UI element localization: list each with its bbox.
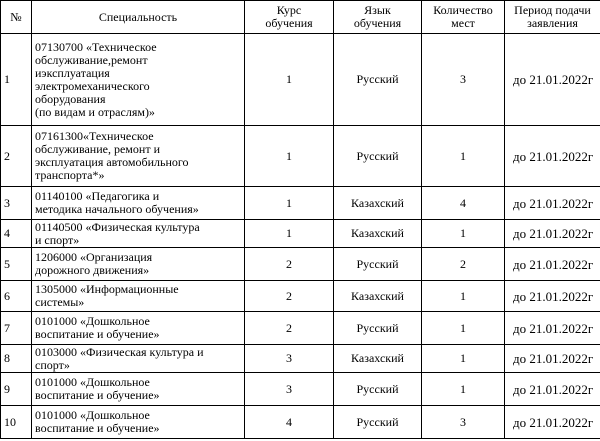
row-language: Русский xyxy=(334,34,422,126)
header-course: Курс обучения xyxy=(245,1,334,34)
row-period: до 21.01.2022г xyxy=(505,248,600,281)
row-period: до 21.01.2022г xyxy=(505,345,600,373)
row-number: 2 xyxy=(1,126,32,187)
row-language: Русский xyxy=(334,126,422,187)
row-number: 8 xyxy=(1,345,32,373)
row-specialty: 0101000 «Дошкольное воспитание и обучение» xyxy=(32,312,245,345)
row-specialty: 07161300«Техническое обслуживание, ремонт и эксплуатация автомобильного транспорта*» xyxy=(32,126,245,187)
table-row xyxy=(1,373,600,406)
row-specialty: 0101000 «Дошкольное воспитание и обучение» xyxy=(32,406,245,439)
row-language: Казахский xyxy=(334,281,422,312)
row-seats: 1 xyxy=(422,281,505,312)
row-number: 10 xyxy=(1,406,32,439)
row-course: 2 xyxy=(245,281,334,312)
row-course: 3 xyxy=(245,373,334,406)
header-language: Язык обучения xyxy=(334,1,422,34)
table-row xyxy=(1,312,600,345)
table-header-row xyxy=(1,1,600,34)
table-row xyxy=(1,187,600,220)
row-language: Русский xyxy=(334,312,422,345)
row-course: 1 xyxy=(245,187,334,220)
row-seats: 1 xyxy=(422,345,505,373)
table-row xyxy=(1,126,600,187)
header-number: № xyxy=(1,1,32,34)
row-period: до 21.01.2022г xyxy=(505,312,600,345)
row-period: до 21.01.2022г xyxy=(505,220,600,248)
row-seats: 2 xyxy=(422,248,505,281)
row-seats: 1 xyxy=(422,373,505,406)
table-row xyxy=(1,345,600,373)
row-number: 4 xyxy=(1,220,32,248)
row-specialty: 01140500 «Физическая культура и спорт» xyxy=(32,220,245,248)
row-number: 1 xyxy=(1,34,32,126)
row-period: до 21.01.2022г xyxy=(505,34,600,126)
row-number: 3 xyxy=(1,187,32,220)
row-seats: 1 xyxy=(422,220,505,248)
row-course: 1 xyxy=(245,220,334,248)
row-number: 6 xyxy=(1,281,32,312)
row-number: 9 xyxy=(1,373,32,406)
row-course: 2 xyxy=(245,248,334,281)
row-course: 2 xyxy=(245,312,334,345)
row-course: 1 xyxy=(245,126,334,187)
row-period: до 21.01.2022г xyxy=(505,187,600,220)
row-period: до 21.01.2022г xyxy=(505,281,600,312)
row-period: до 21.01.2022г xyxy=(505,406,600,439)
row-seats: 4 xyxy=(422,187,505,220)
row-period: до 21.01.2022г xyxy=(505,373,600,406)
row-specialty: 07130700 «Техническое обслуживание,ремонт иэксплуатация электромеханического оборудования (по видам и отраслям)» xyxy=(32,34,245,126)
row-course: 3 xyxy=(245,345,334,373)
row-seats: 1 xyxy=(422,126,505,187)
row-specialty: 1206000 «Организация дорожного движения» xyxy=(32,248,245,281)
row-specialty: 1305000 «Информационные системы» xyxy=(32,281,245,312)
row-specialty: 01140100 «Педагогика и методика начального обучения» xyxy=(32,187,245,220)
row-seats: 3 xyxy=(422,34,505,126)
row-language: Русский xyxy=(334,406,422,439)
row-course: 4 xyxy=(245,406,334,439)
row-language: Казахский xyxy=(334,220,422,248)
row-specialty: 0103000 «Физическая культура и спорт» xyxy=(32,345,245,373)
table-row xyxy=(1,406,600,439)
row-seats: 1 xyxy=(422,312,505,345)
row-language: Русский xyxy=(334,373,422,406)
row-specialty: 0101000 «Дошкольное воспитание и обучение» xyxy=(32,373,245,406)
header-specialty: Специальность xyxy=(32,1,245,34)
header-seats: Количество мест xyxy=(422,1,505,34)
row-language: Казахский xyxy=(334,345,422,373)
row-period: до 21.01.2022г xyxy=(505,126,600,187)
table-row xyxy=(1,34,600,126)
table-row xyxy=(1,220,600,248)
row-number: 7 xyxy=(1,312,32,345)
table-row xyxy=(1,248,600,281)
row-language: Казахский xyxy=(334,187,422,220)
row-language: Русский xyxy=(334,248,422,281)
header-period: Период подачи заявления xyxy=(505,1,600,34)
row-seats: 3 xyxy=(422,406,505,439)
row-number: 5 xyxy=(1,248,32,281)
table-row xyxy=(1,281,600,312)
row-course: 1 xyxy=(245,34,334,126)
